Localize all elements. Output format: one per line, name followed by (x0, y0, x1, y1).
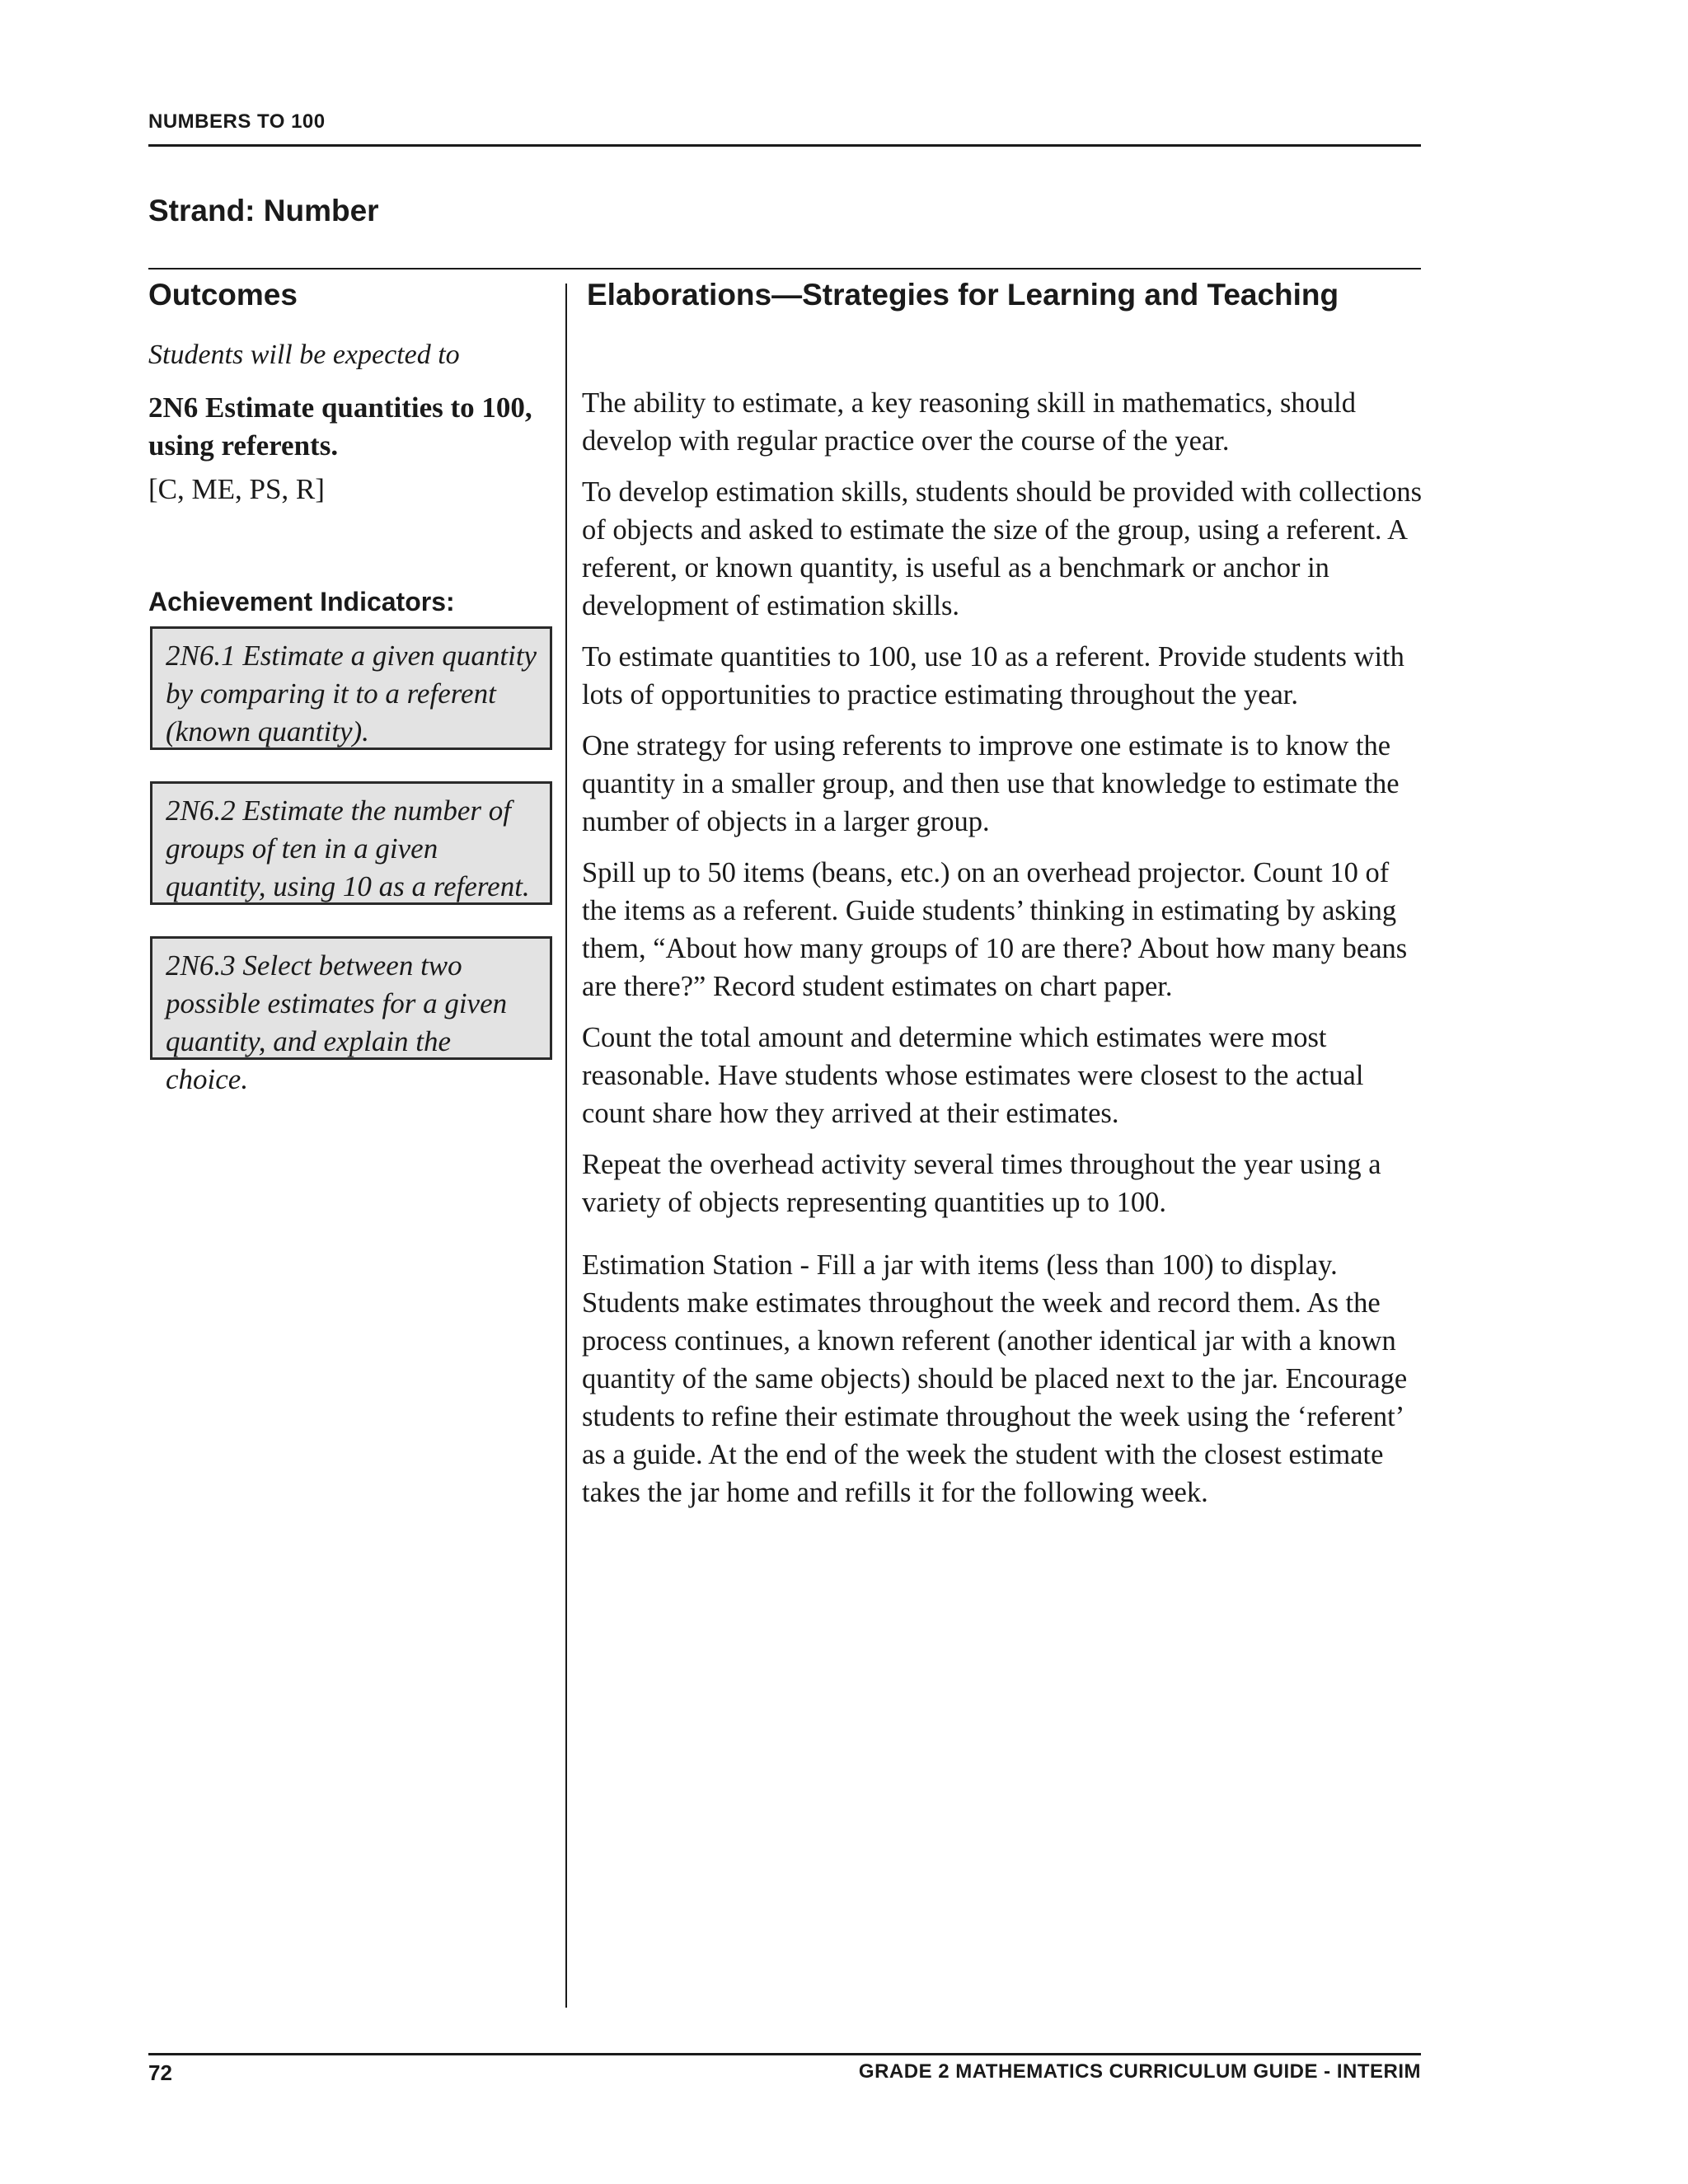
achievement-indicators-heading: Achievement Indicators: (148, 587, 455, 616)
elaboration-paragraph: Spill up to 50 items (beans, etc.) on an overhead projector. Count 10 of the items as a referent. Guide students’ thinking in estimating by asking them, “About how many groups of 10 are there? About how many beans are there?” Record student estimates on chart paper. (582, 857, 1408, 1002)
page-number: 72 (148, 2060, 172, 2085)
expectation-text: Students will be expected to (148, 340, 460, 370)
process-codes: [C, ME, PS, R] (148, 473, 325, 505)
running-head: NUMBERS TO 100 (148, 110, 326, 133)
strand-title: Strand: Number (148, 194, 379, 227)
outcomes-heading: Outcomes (148, 278, 298, 312)
elaboration-paragraph: One strategy for using referents to improve one estimate is to know the quantity in a smaller group, and then use that knowledge to estimate the number of objects in a larger group. (582, 730, 1400, 837)
elaborations-heading: Elaborations—Strategies for Learning and Teaching (587, 278, 1339, 312)
outcome-statement: 2N6 Estimate quantities to 100, using referents. (148, 391, 532, 462)
indicator-box: 2N6.1 Estimate a given quantity by comparing it to a referent (known quantity). (150, 626, 552, 750)
elaboration-paragraph: The ability to estimate, a key reasoning skill in mathematics, should develop with regular practice over the course of the year. (582, 387, 1356, 457)
top-rule (148, 144, 1421, 147)
indicator-box: 2N6.3 Select between two possible estimates for a given quantity, and explain the choice. (150, 936, 552, 1060)
elaboration-paragraph: Repeat the overhead activity several times throughout the year using a variety of objects representing quantities up to 100. (582, 1149, 1381, 1218)
running-foot: GRADE 2 MATHEMATICS CURRICULUM GUIDE - INTERIM (858, 2060, 1421, 2083)
section-rule (148, 268, 1421, 269)
elaborations-body (582, 384, 1429, 1525)
elaboration-paragraph: Estimation Station - Fill a jar with items (less than 100) to display. Students make estimates throughout the week and record them. As the process continues, a known referent (another identical jar with a known quantity of the same objects) should be placed next to the jar. Encourage students to refine their estimate throughout the week using the ‘referent’ as a guide. At the end of the week the student with the closest estimate takes the jar home and refills it for the following week. (582, 1249, 1408, 1508)
indicator-box: 2N6.2 Estimate the number of groups of ten in a given quantity, using 10 as a referent. (150, 781, 552, 905)
elaboration-paragraph: To estimate quantities to 100, use 10 as a referent. Provide students with lots of opportunities to practice estimating throughout the year. (582, 641, 1404, 710)
column-divider (565, 284, 567, 2008)
bottom-rule (148, 2053, 1421, 2055)
elaboration-paragraph: Count the total amount and determine which estimates were most reasonable. Have students whose estimates were closest to the actual count share how they arrived at their estimates. (582, 1022, 1364, 1129)
elaboration-paragraph: To develop estimation skills, students should be provided with collections of objects and asked to estimate the size of the group, using a referent. A referent, or known quantity, is useful as a benchmark or anchor in development of estimation skills. (582, 476, 1423, 621)
